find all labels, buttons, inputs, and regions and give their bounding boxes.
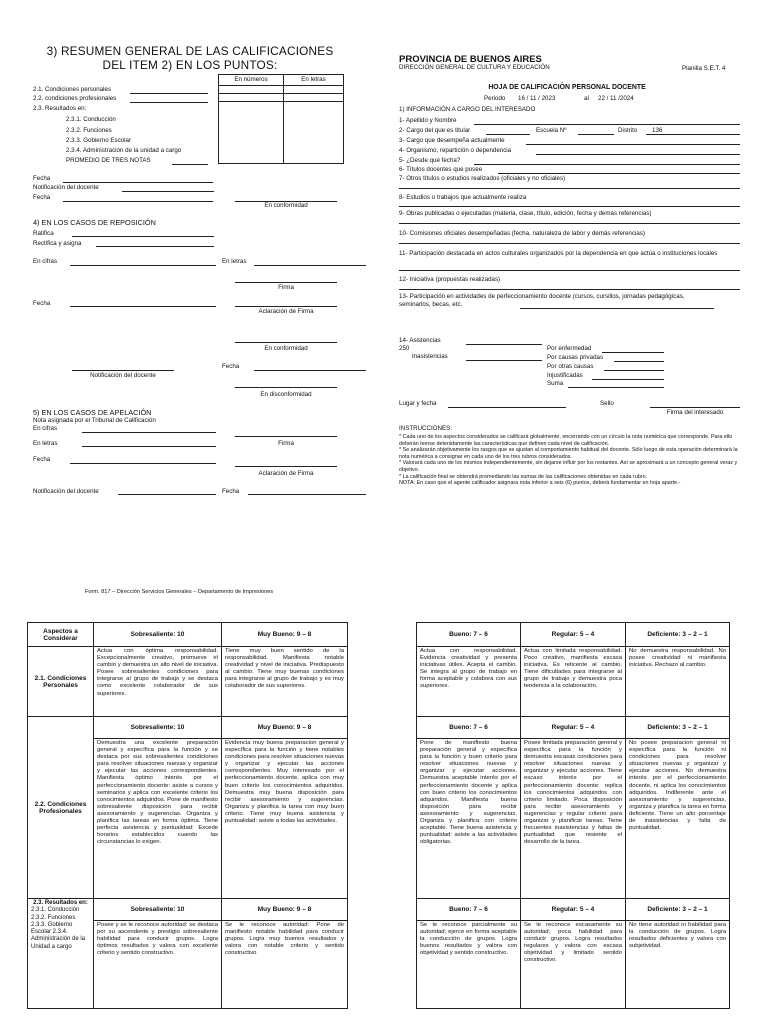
header-sobresaliente-2: Sobresaliente: 10 [94,717,222,739]
rectifica-label: Rectifica y asigna [33,240,82,247]
header-sobresaliente: Sobresaliente: 10 [94,623,222,647]
instrucciones-title: INSTRUCCIONES: [399,425,452,432]
header-muy-bueno-2: Muy Bueno: 9 – 8 [222,717,348,739]
periodo-label: Periodo [484,95,506,102]
row-label-personales: 2.1. Condiciones Personales [28,647,94,717]
cell-personales-regular: Actua con limitada responsabilidad. Poco creativo, manifiesta escasa iniciativa. Es reticente al cambio. Tiene dificultades para integrarse al grupo de trabajo y demuestra poca tendencia a la colaboración. [521,647,626,717]
criteria-table-left [27,622,348,1009]
row-gobierno: 2.3.3. Gobierno Escolar [66,137,132,144]
firma-2: Firma [278,440,294,447]
col-letters-header: En letras [284,75,344,86]
resultados-title: 2.3. Resultados en: [33,900,88,906]
item-4: 4- Organismo, repartición o dependencia [399,147,512,154]
hoja-title: HOJA DE CALIFICACIÓN PERSONAL DOCENTE [488,84,646,91]
item-5: 5- ¿Desde qué fecha? [399,157,461,164]
header-regular-2: Regular: 5 – 4 [521,717,626,739]
row-conduccion: 2.3.1. Conducción [66,116,116,123]
notif-2-label: Notificación del docente [90,372,156,379]
row-label-profesionales: 2.2. Condiciones Profesionales [28,717,94,899]
otras-label: Por otras causas [547,363,594,370]
score-cell[interactable] [219,94,284,102]
instruccion-5: NOTA: En caso que el agente calificador asignara nota inferior a seis (6) puntos, deberá fundamentar en hoja aparte.- [399,480,681,487]
header-muy-bueno-3: Muy Bueno: 9 – 8 [222,899,348,921]
header-deficiente-2: Deficiente: 3 – 2 – 1 [626,717,730,739]
header-bueno-2: Bueno: 7 – 6 [417,717,521,739]
header-bueno-3: Bueno: 7 – 6 [417,899,521,921]
cell-profesionales-deficiente: No posee preparacion general ni específica para la función ni condiciones para resolver situaciones nuevas y organizar y ejecutar acciones. No demuestra interés por el perfeccionamiento docente, ni aplica los conocimientos adquiridos. Indiferente ante el asesoramiento y sugerencias, organiza y planifica la tarea en forma deficiente. Tiene un alto porcentaje de inasistencias y falta de puntualidad. [626,739,730,899]
province-title: PROVINCIA DE BUENOS AIRES [399,54,542,65]
header-bueno: Bueno: 7 – 6 [417,623,521,647]
cell-personales-sobresaliente: Actua con óptima responsabilidad. Excepcionalmente creativo, promueve el cambio y demuestra un alto nivel de iniciativa. Posee sobresalientes condiciones para integrarse al grupo de trabajo y se destaca como excelente colaborador de sus superiores. [94,647,222,717]
apelacion-title: 5) EN LOS CASOS DE APELACIÓN [33,408,152,417]
item-8: 8- Estudios o trabajos que actualmente realiza [399,194,527,201]
header-regular: Regular: 5 – 4 [521,623,626,647]
header-deficiente: Deficiente: 3 – 2 – 1 [626,623,730,647]
cell-personales-bueno: Actua con responsabilidad. Evidencia creatividad y presenta iniciativas útiles. Acepta el cambio. Se integra al grupo de trabajo en forma aceptable y colabora con sus superiores. [417,647,521,717]
apelacion-nota: Nota asignada por el Tribunal de Calificación [33,417,156,424]
score-cell[interactable] [219,86,284,94]
instruccion-2: * Se analizarán objetivamente los rasgos que se ajustan al comportamiento habitual del docente. Sólo luego de esta operación determinará la nota numérica a consignar en cada uno de los tres rubros considerados. [399,447,738,460]
aclaracion-1: Aclaración de Firma [258,308,314,315]
direction-title: DIRECCIÓN GENERAL DE CULTURA Y EDUCACIÓN [399,64,550,71]
fecha-1-label: Fecha [33,175,51,182]
inasistencias-label: Inasistencias [412,353,448,360]
escuela-label: Escuela Nº [536,127,567,134]
row-administracion: 2.3.4. Administración de la unidad a cargo [66,147,182,154]
item-1: 1- Apellido y Nombre [399,117,457,124]
row-resultados: 2.3. Resultados en: [33,105,87,112]
item-14: 14- Asistencias [399,337,441,344]
cell-resultados-muy-bueno: Se le reconoce autoridad: Pone de manifiesto notable habilidad para conducir grupos. Logra muy buenos resultados y valora con notable criterio y sentido constructivo [222,921,348,1009]
item-12: 12- Iniciativa (propuestas realizadas) [399,276,501,283]
cell-profesionales-muy-bueno: Evidencia muy buena preparacion general y específica para la función y tiene notables condiciones para resolver situaciones nuevas y organizar y ejecutar las acciones correspondientes. Muy interesado por el perfeccionamiento docente, aplica con muy buen criterio los conocimientos adquiridos. Demuestra muy buena disposición para recibir asesoramiento y sugerencias. Organiza y planifica la tarea con muy buen criterio. Tiene muy buena asistencia y puntualidad: asiste a todas las actividades. [222,739,348,899]
item-10: 10- Comisiones oficiales desempeñadas (fecha, naturaleza de labor y demás referencias) [399,230,645,237]
header-sobresaliente-3: Sobresaliente: 10 [94,899,222,921]
fecha-5-label: Fecha [33,456,51,463]
cell-profesionales-sobresaliente: Demuestra una excelente preparación general y específica para la función y se destaca por sus sobresalientes condiciones para resolver situaciones nuevas y organizar y ejecutar las acciones correspondientes. Manifiesta óptimo interés por el perfeccionamiento docente: asiste a cursos y seminarios y aplica con excelente criterio los conocimientos adquiridos. Pone de manifiesto sobresaliente disposición para recibir asesoramiento y sugerencias. Organiza y planifica las tareas en forma óptima. Tiene perfecta asistencia y puntualidad: Excede horarios establecidos cuando las circunstancias lo exigen. [94,739,222,899]
apelacion-letras: En letras [33,440,58,447]
periodo-al: al [584,95,589,102]
item-2: 2- Cargo del que es titular [399,127,471,134]
suma-label: Suma [547,380,564,387]
conformidad-1: En conformidad [264,202,308,209]
row-profesional: 2.2. condiciones profesionales [33,95,117,102]
item-11: 11- Participación destacada en actos culturales organizados por la dependencia en que actúa o instituciones locales [399,250,718,257]
item-3: 3- Cargo que desempeña actualmente [399,137,505,144]
asistencias-num: 250 [399,345,410,352]
item-7: 7- Otros títulos o estudios realizados (oficiales y no oficiales) [399,175,566,182]
fecha-4-label: Fecha [222,363,240,370]
cell-resultados-deficiente: No tiene autoridad ni habilidad para la conducción de grupos. Logra resultados deficientes y valora con subjetividad. [626,921,730,1009]
cell-resultados-bueno: Se le reconoce parcialmente su autoridad; ejerce en forma aceptable la conducción de grupos. Logra buenos resultados y valora con objetividad y sentido constructivo. [417,921,521,1009]
notif-1-label: Notificación del docente [33,184,99,191]
criteria-table-right [416,622,730,1009]
row-label-resultados [28,899,94,1009]
scores-table [218,74,344,164]
instrucciones-list [399,434,739,487]
fecha-6-label: Fecha [222,488,240,495]
row-funciones: 2.3.2. Funciones [66,127,112,134]
item-9: 9- Obras publicadas o ejecutadas (materia, clase, título, edición, fecha y demás referencias) [399,210,652,217]
header-aspectos: Aspectos a Considerar [28,623,94,647]
item-6: 6- Títulos docentes que posee [399,166,483,173]
apelacion-cifras: En cifras [33,425,58,432]
firma-interesado: Firma del interesado [666,409,724,416]
letras-label: En letras [222,258,247,265]
score-cell[interactable] [284,102,344,164]
col-numbers-header: En números [219,75,284,86]
row-promedio: PROMEDIO DE TRES NOTAS [66,157,151,164]
cell-personales-deficiente: No demuestra responsabilidad. No posee creatividad ni manifiesta iniciativa. Rechazo al cambio. [626,647,730,717]
ratifica-label: Ratifica [33,230,54,237]
cifras-label: En cifras [33,258,58,265]
summary-title: 3) RESUMEN GENERAL DE LAS CALIFICACIONES DEL ITEM 2) EN LOS PUNTOS: [46,44,334,72]
planilla-label: Planilla S.E.T. 4 [682,65,726,72]
header-deficiente-3: Deficiente: 3 – 2 – 1 [626,899,730,921]
cell-resultados-sobresaliente: Posee y se le reconoce autoridad: se destaca por su ascendente y prestigio sobresaliente habilidad para conducir grupos. Logra óptimos resultados y valora con excelente criterio y sentido constructivo. [94,921,222,1009]
lugar-fecha-label: Lugar y fecha [399,400,437,407]
distrito-label: Distrito [618,127,638,134]
periodo-from: 16 / 11 / 2023 [518,95,556,102]
aclaracion-2: Aclaración de Firma [258,470,314,477]
form-footer: Form. 817 – Dirección Servicios Generales – Departamento de Impresiones [85,589,274,595]
cell-personales-muy-bueno: Tiene muy buen sentido de la responsabilidad. Manifiesta notable creatividad y nivel de iniciativa. Predispuesto al cambio. Tiene muy buenas condiciones para integrarse al grupo de trabajo y es muy colaborador de sus superiores. [222,647,348,717]
cell-resultados-regular: Se le reconoce escasamente su autoridad; poca habilidad para conducir grupos. Logra resultados regulares y valora con escasa objetividad y limitado sentido constructivo. [521,921,626,1009]
notif-3-label: Notificación del docente [33,488,99,495]
header-muy-bueno: Muy Bueno: 9 – 8 [222,623,348,647]
firma-1: Firma [278,284,294,291]
disconformidad: En disconformidad [260,391,312,398]
instruccion-3: * Valorará cada uno de los mismos independientemente, sin dejarse influir por los restantes. Así se aproximará a un concepto general veraz y objetivo. [399,460,738,473]
injustificadas-label: Injustificadas [547,372,583,379]
item-13: 13- Participación en actividades de perfeccionamiento docente (cursos, cursillos, jornadas pedagógicas, seminarios, becas, etc. [399,293,685,308]
instruccion-4: * La calificación final se obtendrá promediando las sumas de las calificaciones obtenidas en cada rubro. [399,473,648,480]
privadas-label: Por causas privadas [547,354,604,361]
header-regular-3: Regular: 5 – 4 [521,899,626,921]
info-title: 1) INFORMACIÓN A CARGO DEL INTERESADO [399,106,536,113]
periodo-to: 22 / 11 /2024 [598,95,634,102]
distrito-value: 136 [652,127,663,134]
sello-label: Sello [600,400,614,407]
fecha-3-label: Fecha [33,300,51,307]
fecha-2-label: Fecha [33,194,51,201]
score-cell[interactable] [219,102,284,164]
cell-profesionales-bueno: Pone de manifiesto buena preparación general y específica para la función y buen criterio para resolver situaciones nuevas y organizar y ejecutar acciones. Demuestra aceptable interés por el perfeccionamiento docente y aplica con buen criterio los conocimientos adquiridos. Manifiesta buena disposición para recibir asesoramiento y sugerencias. Organiza y planifica con criterio aceptable. Tiene buena asistencia y puntualidad: asiste a las actividades obligatorias. [417,739,521,899]
row-personal: 2.1. Condiciones personales [33,86,112,93]
conformidad-2: En conformidad [264,345,308,352]
instruccion-1: * Cada uno de los aspectos considerados se calificará globalmente, encerrando con un círculo la nota numérica que corresponde. Para ello deberán leerse detenidamente las características que definen cada nivel de calificación. [399,434,733,447]
enfermedad-label: Por enfermedad [547,345,592,352]
reposicion-title: 4) EN LOS CASOS DE REPOSICIÓN [33,218,156,227]
score-cell[interactable] [284,86,344,94]
score-cell[interactable] [284,94,344,102]
cell-profesionales-regular: Posee limitada preparación general y específica para la función y demuestra escasas condiciones para resolver situaciones nuevas y organizar y ejecutar acciones. Tiene escaso interés por el perfeccionamiento docente: replica los conocimientos adquiridos con criterio limitado. Poca disposición para recibir asesoramiento y sugerencias y regular criterio para organizar y planificar tareas. Tiene frecuentes inasistencias y faltas de puntualidad que resiente el desarrollo de la tarea. [521,739,626,899]
resultados-items: 2.3.1. Conducción 2.3.2. Funciones 2.3.3. Gobierno Escolar 2.3.4. Administración de la Unidad a cargo [31,907,86,950]
